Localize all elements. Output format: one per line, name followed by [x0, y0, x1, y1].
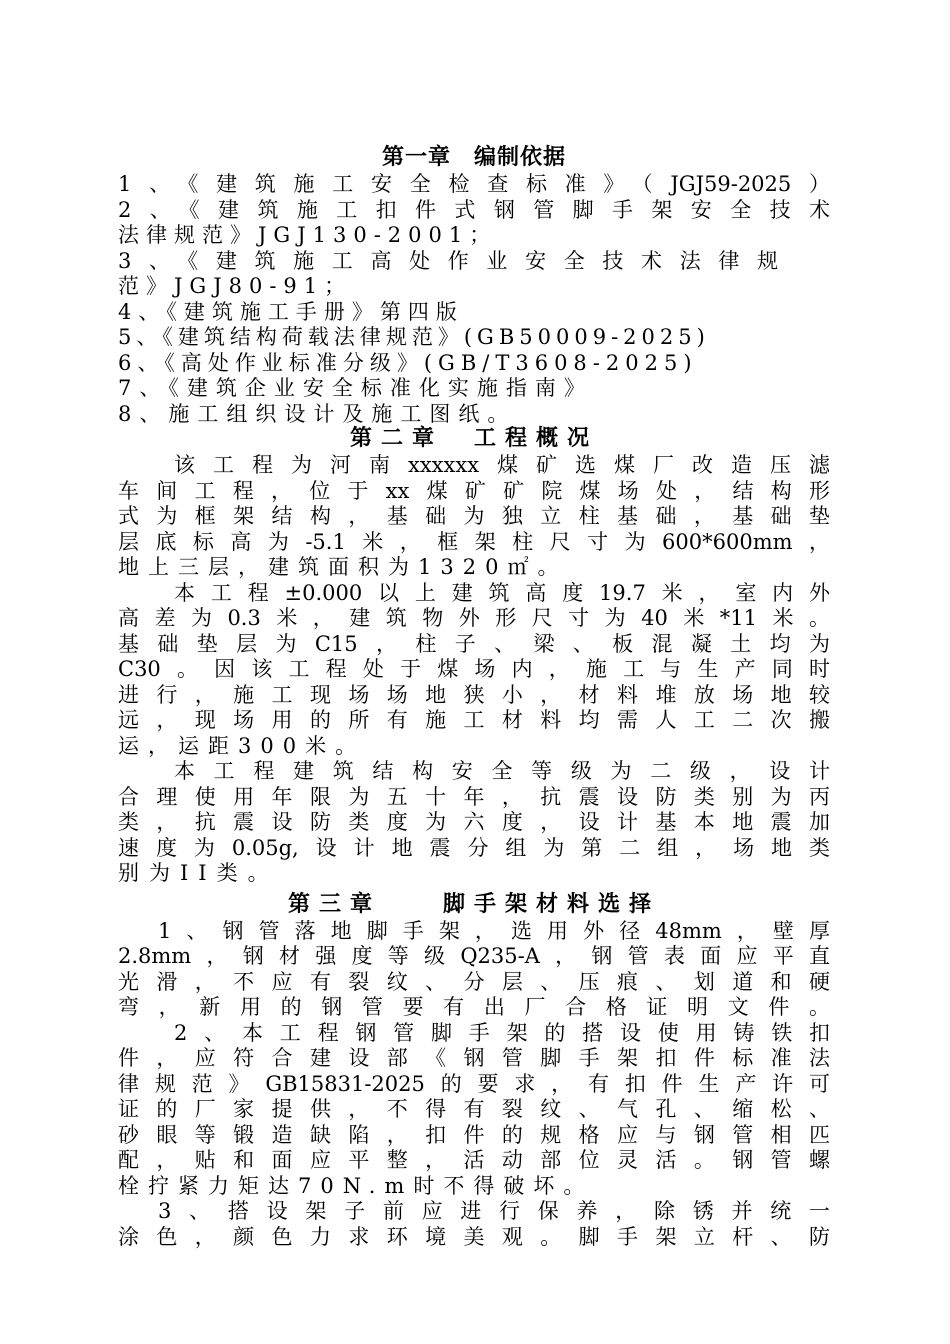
text-line: 该工程为河南xxxxxx煤矿选煤厂改造压滤 [174, 453, 830, 477]
text-line: 2.8mm，钢材强度等级Q235-A，钢管表面应平直 [118, 944, 830, 968]
text-line: 别为II类。 [118, 861, 279, 885]
text-line: 层底标高为-5.1米，框架柱尺寸为600*600mm， [118, 529, 830, 554]
ref-line: 范》JGJ80-91； [118, 274, 353, 298]
text-line: 律规范》GB15831-2025的要求，有扣件生产许可 [118, 1071, 830, 1096]
chapter-3-body [118, 919, 830, 1251]
ref-line: 1、《建筑施工安全检查标准》（JGJ59-2025） [118, 172, 830, 196]
text-line: 栓拧紧力矩达70N.m时不得破坏。 [118, 1173, 594, 1198]
text-line: 弯，新用的钢管要有出厂合格证明文件。 [118, 995, 830, 1019]
text-line: 速度为0.05g,设计地震分组为第二组，场地类 [118, 835, 830, 860]
text-line: 地上三层，建筑面积为1320㎡。 [118, 555, 568, 579]
text-line: 本工程建筑结构安全等级为二级，设计 [174, 759, 830, 783]
text-line: 高差为0.3米，建筑物外形尺寸为40米*11米。 [118, 606, 830, 630]
text-line: 式为框架结构，基础为独立柱基础，基础垫 [118, 504, 830, 528]
text-line: 进行，施工现场场地狭小，材料堆放场地较 [118, 682, 830, 707]
text-line: 类，抗震设防类度为六度，设计基本地震加 [118, 810, 830, 834]
text-line: 涂色，颜色力求环境美观。脚手架立杆、防 [118, 1224, 830, 1249]
document-body [118, 142, 830, 1250]
chapter-1-title: 第一章 编制依据 [381, 144, 566, 170]
text-line: 3、搭设架子前应进行保养，除锈并统一 [158, 1199, 830, 1223]
text-line: 远，现场用的所有施工材料均需人工二次搬 [118, 708, 830, 732]
text-line: 光滑，不应有裂纹、分层、压痕、划道和硬 [118, 969, 830, 994]
text-line: 证的厂家提供，不得有裂纹、气孔、缩松、 [118, 1097, 830, 1121]
ref-line: 4、《建筑施工手册》第四版 [118, 299, 464, 324]
text-line: 配，贴和面应平整，活动部位灵活。钢管螺 [118, 1148, 830, 1172]
text-line: 车间工程，位于xx煤矿矿院煤场处，结构形 [118, 478, 830, 503]
text-line: 1、钢管落地脚手架，选用外径48mm，壁厚 [158, 918, 830, 943]
text-line: 基础垫层为C15，柱子、梁、板混凝土均为 [118, 631, 830, 656]
chapter-1-list [118, 172, 830, 427]
chapter-3-title: 第三章 脚手架材料选择 [287, 890, 660, 917]
ref-line: 6、《高处作业标准分级》(GB/T3608-2025) [118, 350, 698, 375]
ref-line: 8、施工组织设计及施工图纸。 [118, 401, 517, 426]
chapter-2-body [118, 453, 830, 887]
text-line: 本工程±0.000以上建筑高度19.7米，室内外 [174, 580, 830, 605]
ref-line: 法律规范》JGJ130-2001； [118, 223, 498, 247]
ref-line: 3、《建筑施工高处作业安全技术法律规 [118, 248, 778, 273]
ref-line: 5、《建筑结构荷载法律规范》(GB50009-2025) [118, 325, 710, 349]
text-line: 运，运距300米。 [118, 733, 366, 758]
text-line: 合理使用年限为五十年，抗震设防类别为丙 [118, 784, 830, 809]
ref-line: 2、《建筑施工扣件式钢管脚手架安全技术 [118, 197, 830, 222]
chapter-2-title: 第二章 工程概况 [349, 425, 598, 451]
ref-line: 7、《建筑企业安全标准化实施指南》 [118, 376, 593, 400]
text-line: 砂眼等锻造缺陷，扣件的规格应与钢管相匹 [118, 1122, 830, 1147]
text-line: 件，应符合建设部《钢管脚手架扣件标准法 [118, 1046, 830, 1070]
text-line: 2、本工程钢管脚手架的搭设使用铸铁扣 [174, 1020, 830, 1045]
text-line: C30。因该工程处于煤场内，施工与生产同时 [118, 657, 830, 681]
